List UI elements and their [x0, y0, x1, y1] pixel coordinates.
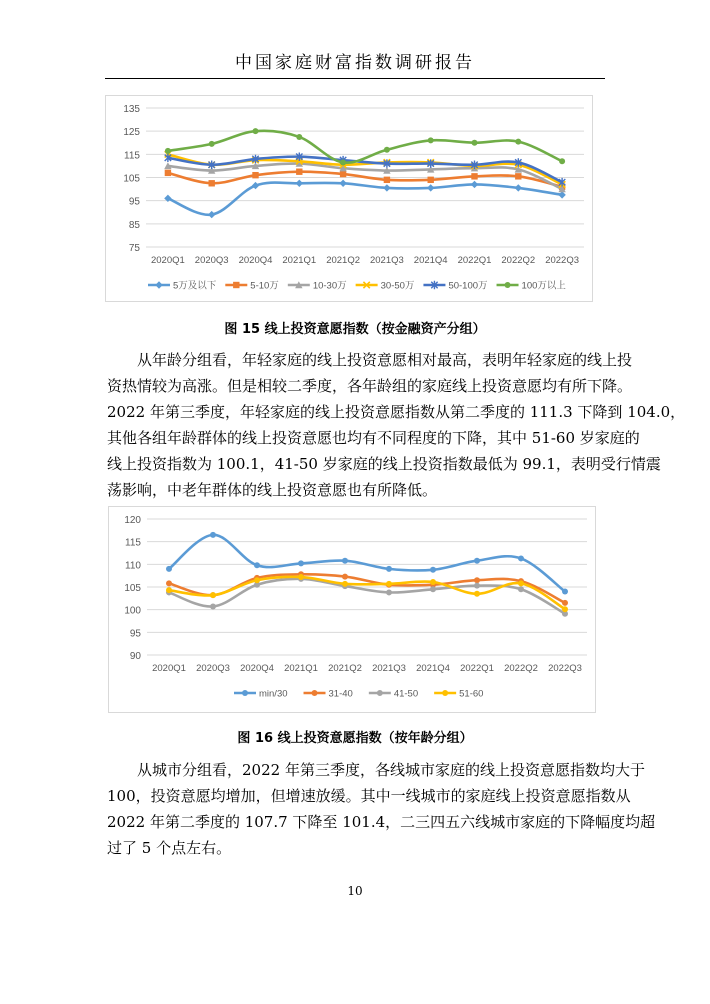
legend-label: 30-50万	[380, 280, 415, 292]
data-point	[342, 574, 348, 580]
data-point	[518, 586, 524, 592]
data-point	[254, 577, 260, 583]
data-point	[471, 181, 478, 188]
data-point	[252, 172, 258, 178]
header-rule	[105, 78, 605, 79]
x-tick-label: 2020Q4	[240, 663, 274, 674]
y-tick-label: 115	[125, 537, 141, 549]
data-point	[340, 159, 346, 165]
data-point	[474, 583, 480, 589]
data-point	[474, 577, 480, 583]
legend-label: 5万及以下	[173, 280, 217, 292]
chart-age-groups	[108, 506, 596, 713]
legend-label: 41-50	[393, 688, 419, 700]
legend-marker	[242, 690, 248, 696]
data-point	[515, 184, 522, 191]
y-tick-label: 110	[125, 560, 141, 572]
data-point	[209, 180, 215, 186]
y-tick-label: 95	[128, 196, 140, 208]
data-point	[296, 134, 302, 140]
paragraph-line: 其他各组年龄群体的线上投资意愿也均有不同程度的下降，其中 51-60 岁家庭的	[107, 429, 640, 447]
data-point	[515, 173, 521, 179]
data-point	[342, 581, 348, 587]
paragraph-line: 荡影响，中老年群体的线上投资意愿也有所降低。	[107, 481, 438, 499]
figure-15-caption: 图 15 线上投资意愿指数（按金融资产分组）	[224, 322, 486, 337]
legend-marker	[155, 281, 162, 288]
data-point	[562, 589, 568, 595]
data-point	[339, 180, 346, 187]
chart-financial-assets	[105, 95, 593, 302]
data-point	[515, 139, 521, 145]
x-tick-label: 2022Q2	[504, 663, 538, 674]
legend-label: 51-60	[459, 688, 484, 700]
data-point	[427, 184, 434, 191]
data-point	[383, 184, 390, 191]
data-point	[472, 140, 478, 146]
page-number: 10	[347, 884, 363, 898]
y-tick-label: 125	[123, 127, 140, 139]
x-tick-label: 2021Q4	[416, 663, 450, 674]
data-point	[384, 147, 390, 153]
data-point	[296, 169, 302, 175]
data-point	[430, 567, 436, 573]
y-tick-label: 95	[129, 628, 141, 640]
data-point	[210, 532, 216, 538]
legend-label: 5-10万	[250, 280, 279, 292]
data-point	[430, 579, 436, 585]
x-tick-label: 2020Q4	[238, 255, 273, 266]
x-tick-label: 2021Q3	[372, 663, 406, 674]
series-line	[169, 574, 565, 603]
data-point	[558, 191, 565, 198]
data-point	[562, 606, 568, 612]
data-point	[471, 173, 477, 179]
series-line	[168, 183, 562, 215]
data-point	[342, 558, 348, 564]
x-tick-label: 2021Q3	[369, 255, 404, 266]
data-point	[474, 558, 480, 564]
data-point	[209, 141, 215, 147]
data-point	[166, 566, 172, 572]
y-tick-label: 75	[128, 243, 140, 254]
paragraph-city-tiers	[107, 757, 656, 861]
x-tick-label: 2020Q1	[150, 255, 185, 266]
x-tick-label: 2021Q2	[326, 255, 361, 266]
x-tick-label: 2022Q1	[457, 255, 492, 266]
paragraph-line: 线上投资指数为 100.1，41-50 岁家庭的线上投资指数最低为 99.1，表明受行情震	[107, 455, 661, 473]
y-tick-label: 105	[123, 173, 140, 185]
x-tick-label: 2021Q2	[328, 663, 362, 674]
paragraph-line: 从年龄分组看，年轻家庭的线上投资意愿相对最高，表明年轻家庭的线上投	[137, 351, 633, 369]
data-point	[386, 566, 392, 572]
y-tick-label: 85	[128, 219, 140, 231]
data-point	[296, 180, 303, 187]
legend-marker	[442, 690, 448, 696]
paragraph-line: 2022 年第三季度，年轻家庭的线上投资意愿指数从第二季度的 111.3 下降到 104.0，	[107, 403, 686, 421]
chart-age-groups-svg	[109, 507, 595, 712]
y-tick-label: 115	[124, 150, 140, 162]
legend-marker	[233, 282, 239, 288]
x-tick-label: 2020Q3	[194, 255, 229, 266]
series-line	[168, 131, 562, 163]
legend-label: min/30	[259, 688, 288, 700]
data-point	[210, 603, 216, 609]
x-tick-label: 2022Q3	[548, 663, 582, 674]
x-tick-label: 2021Q4	[413, 255, 448, 266]
paragraph-line: 2022 年第二季度的 107.7 下降至 101.4，二三四五六线城市家庭的下降幅度均超	[107, 813, 656, 831]
y-tick-label: 135	[123, 104, 140, 115]
data-point	[340, 171, 346, 177]
x-tick-label: 2021Q1	[284, 663, 318, 674]
legend-marker	[312, 690, 318, 696]
data-point	[165, 170, 171, 176]
data-point	[253, 128, 259, 134]
legend-label: 10-30万	[312, 280, 347, 292]
x-tick-label: 2020Q1	[152, 663, 186, 674]
data-point	[254, 562, 260, 568]
y-tick-label: 90	[129, 651, 141, 662]
data-point	[208, 211, 215, 218]
legend-marker	[377, 690, 383, 696]
data-point	[210, 592, 216, 598]
x-tick-label: 2022Q1	[460, 663, 494, 674]
y-tick-label: 100	[124, 605, 141, 617]
figure-16-caption: 图 16 线上投资意愿指数（按年龄分组）	[237, 731, 473, 746]
data-point	[562, 600, 568, 606]
data-point	[474, 591, 480, 597]
data-point	[166, 587, 172, 593]
x-tick-label: 2022Q3	[545, 255, 580, 266]
data-point	[518, 580, 524, 586]
data-point	[428, 137, 434, 143]
data-point	[298, 560, 304, 566]
y-tick-label: 105	[124, 583, 141, 594]
data-point	[386, 581, 392, 587]
data-point	[518, 555, 524, 561]
chart-financial-assets-svg	[106, 96, 592, 301]
paragraph-line: 从城市分组看，2022 年第三季度，各线城市家庭的线上投资意愿指数均大于	[137, 761, 645, 779]
data-point	[428, 177, 434, 183]
data-point	[559, 158, 565, 164]
data-point	[166, 580, 172, 586]
legend-label: 31-40	[328, 688, 353, 700]
data-point	[384, 177, 390, 183]
legend-marker	[505, 282, 511, 288]
data-point	[386, 589, 392, 595]
paragraph-line: 100，投资意愿均增加，但增速放缓。其中一线城市的家庭线上投资意愿指数从	[107, 787, 631, 805]
x-tick-label: 2020Q3	[196, 663, 230, 674]
paragraph-line: 过了 5 个点左右。	[107, 839, 232, 857]
legend-label: 100万以上	[521, 280, 566, 292]
data-point	[165, 148, 171, 154]
paragraph-line: 资热情较为高涨。但是相较二季度，各年龄组的家庭线上投资意愿均有所下降。	[107, 377, 633, 395]
data-point	[298, 574, 304, 580]
x-tick-label: 2022Q2	[501, 255, 536, 266]
data-point	[430, 586, 436, 592]
y-tick-label: 120	[124, 515, 141, 526]
paragraph-age-groups	[107, 347, 686, 503]
page-header-title: 中国家庭财富指数调研报告	[235, 53, 475, 73]
legend-label: 50-100万	[448, 280, 488, 292]
x-tick-label: 2021Q1	[282, 255, 317, 266]
